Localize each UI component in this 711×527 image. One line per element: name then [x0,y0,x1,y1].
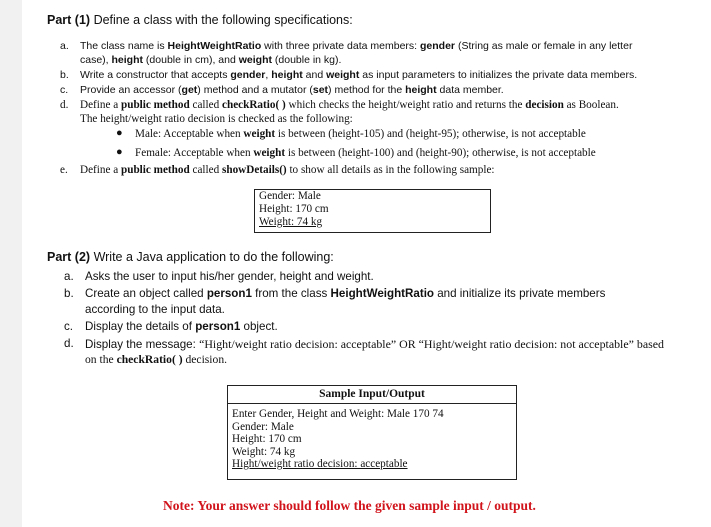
sample-weight: Weight: 74 kg [259,216,323,228]
bullet-male: Male: Acceptable when weight is between (height-105) and (height-95); otherwise, is not acceptable [135,128,586,140]
part2-item-c-marker: c. [64,320,74,333]
part1-item-a-marker: a. [60,40,69,52]
part1-item-e-marker: e. [60,164,68,176]
part2-item-c-text: Display the details of person1 object. [85,320,278,333]
part1-item-b-text: Write a constructor that accepts gender, height and weight as input parameters to initializes the private data members. [80,69,638,81]
sample-io-line: Height: 170 cm [232,433,302,445]
part2-heading [47,250,334,264]
part1-item-c-text: Provide an accessor (get) method and a mutator (set) method for the height data member. [80,84,504,96]
part1-item-d-line1: Define a public method called checkRatio( ) which checks the height/weight ratio and returns the decision as Boolean. [80,99,619,111]
part2-item-d-message: “Hight/weight ratio decision: acceptable” OR “Hight/weight ratio decision: not acceptable” based [199,337,664,351]
part2-item-b-marker: b. [64,287,74,300]
part2-item-a-marker: a. [64,270,74,283]
left-margin-strip [0,0,22,527]
sample-io-line: Gender: Male [232,420,294,433]
bullet-dot: ● [116,127,123,139]
sample-gender: Gender: Male [259,190,321,202]
note-text: Note: Your answer should follow the given sample input / output. [163,498,536,513]
sample-io-header: Sample Input/Output [228,386,516,404]
part2-title: Write a Java application to do the following: [93,250,334,264]
sample-height: Height: 170 cm [259,203,329,215]
part2-item-d-line2: on the checkRatio( ) decision. [85,353,228,366]
sample-io-line: Weight: 74 kg [232,445,296,458]
part1-item-d-marker: d. [60,99,69,111]
part1-item-e-text: Define a public method called showDetails() to show all details as in the following sample: [80,164,495,176]
part1-label: Part (1) [47,13,91,27]
sample-io-line: Hight/weight ratio decision: acceptable [232,458,408,470]
part2-item-a-text: Asks the user to input his/her gender, height and weight. [85,270,374,283]
part1-item-a-line1: The class name is HeightWeightRatio with three private data members: gender (String as male or female in any letter [80,40,633,52]
part2-label: Part (2) [47,250,91,264]
bullet-female: Female: Acceptable when weight is between (height-100) and (height-90); otherwise, is not acceptable [135,147,596,159]
sample-io-line: Enter Gender, Height and Weight: Male 170 74 [232,408,444,420]
part1-item-a-line2: case), height (double in cm), and weight (double in kg). [80,54,342,66]
part2-item-d-marker: d. [64,337,74,350]
bullet-dot: ● [116,146,123,158]
sample-details-box [254,189,491,233]
part1-title: Define a class with the following specifications: [93,13,353,27]
part2-item-d-line1: Display the message: “Hight/weight ratio decision: acceptable” OR “Hight/weight ratio decision: not acceptable” based [85,337,664,351]
part1-item-d-line2: The height/weight ratio decision is checked as the following: [80,113,353,125]
part1-item-c-marker: c. [60,84,69,96]
part1-heading [47,13,353,27]
part1-item-b-marker: b. [60,69,69,81]
sample-io-box [227,385,517,480]
part2-item-b-line2: according to the input data. [85,303,225,316]
part2-item-b-line1: Create an object called person1 from the class HeightWeightRatio and initialize its private members [85,287,606,300]
